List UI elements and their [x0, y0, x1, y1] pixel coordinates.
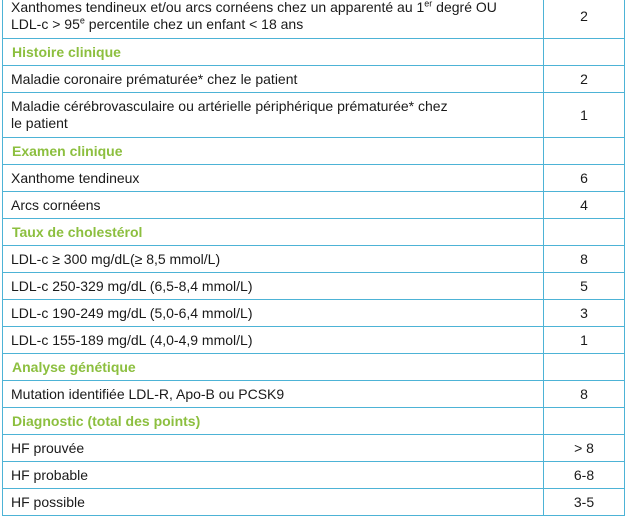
section-title-histoire-clinique: Histoire clinique: [3, 39, 544, 66]
section-title-analyse-genetique: Analyse génétique: [3, 354, 544, 381]
row-label: [3, 93, 544, 138]
criteria-table: [2, 0, 625, 516]
table-row: [3, 93, 625, 138]
row-label: LDL-c 250-329 mg/dL (6,5-8,4 mmol/L): [3, 273, 544, 300]
section-empty-cell: [544, 39, 625, 66]
table-row: [3, 300, 625, 327]
table-row: [3, 327, 625, 354]
section-empty-cell: [544, 138, 625, 165]
section-title-taux-de-cholesterol: Taux de cholestérol: [3, 219, 544, 246]
row-score: 2: [544, 0, 625, 39]
row-score: 1: [544, 93, 625, 138]
row-score: 6-8: [544, 462, 625, 489]
row-score: 4: [544, 192, 625, 219]
label-text: Xanthomes tendineux et/ou arcs cornéens chez un apparenté au 1: [11, 0, 425, 15]
criteria-table-container: [2, 0, 624, 516]
section-row: [3, 39, 625, 66]
row-label: Xanthome tendineux: [3, 165, 544, 192]
table-row: [3, 273, 625, 300]
row-label: Mutation identifiée LDL-R, Apo-B ou PCSK9: [3, 381, 544, 408]
table-row: [3, 489, 625, 516]
section-row: [3, 138, 625, 165]
row-score: 2: [544, 66, 625, 93]
label-text: percentile chez un enfant < 18 ans: [84, 16, 304, 32]
row-label: LDL-c 155-189 mg/dL (4,0-4,9 mmol/L): [3, 327, 544, 354]
row-label: Arcs cornéens: [3, 192, 544, 219]
row-score: > 8: [544, 435, 625, 462]
table-row: [3, 381, 625, 408]
row-label: HF probable: [3, 462, 544, 489]
row-label: HF possible: [3, 489, 544, 516]
section-row: [3, 408, 625, 435]
row-score: 8: [544, 381, 625, 408]
section-empty-cell: [544, 354, 625, 381]
section-row: [3, 219, 625, 246]
label-text: LDL-c > 95: [11, 16, 80, 32]
row-label: HF prouvée: [3, 435, 544, 462]
section-row: [3, 354, 625, 381]
table-row: [3, 192, 625, 219]
table-row: [3, 435, 625, 462]
superscript: e: [79, 15, 85, 26]
row-score: 1: [544, 327, 625, 354]
section-title-examen-clinique: Examen clinique: [3, 138, 544, 165]
section-empty-cell: [544, 219, 625, 246]
row-label: Maladie coronaire prématurée* chez le patient: [3, 66, 544, 93]
label-text: degré OU: [432, 0, 497, 15]
row-score: 5: [544, 273, 625, 300]
section-title-diagnostic: Diagnostic (total des points): [3, 408, 544, 435]
row-label: [3, 0, 544, 39]
table-row: [3, 66, 625, 93]
superscript: er: [424, 0, 433, 9]
row-label: LDL-c ≥ 300 mg/dL(≥ 8,5 mmol/L): [3, 246, 544, 273]
row-score: 3-5: [544, 489, 625, 516]
table-row: [3, 246, 625, 273]
table-row: [3, 165, 625, 192]
section-empty-cell: [544, 408, 625, 435]
table-row: [3, 0, 625, 39]
label-text: le patient: [11, 115, 68, 131]
row-label: LDL-c 190-249 mg/dL (5,0-6,4 mmol/L): [3, 300, 544, 327]
row-score: 3: [544, 300, 625, 327]
row-score: 6: [544, 165, 625, 192]
table-row: [3, 462, 625, 489]
label-text: Maladie cérébrovasculaire ou artérielle périphérique prématurée* chez: [11, 98, 448, 114]
row-score: 8: [544, 246, 625, 273]
